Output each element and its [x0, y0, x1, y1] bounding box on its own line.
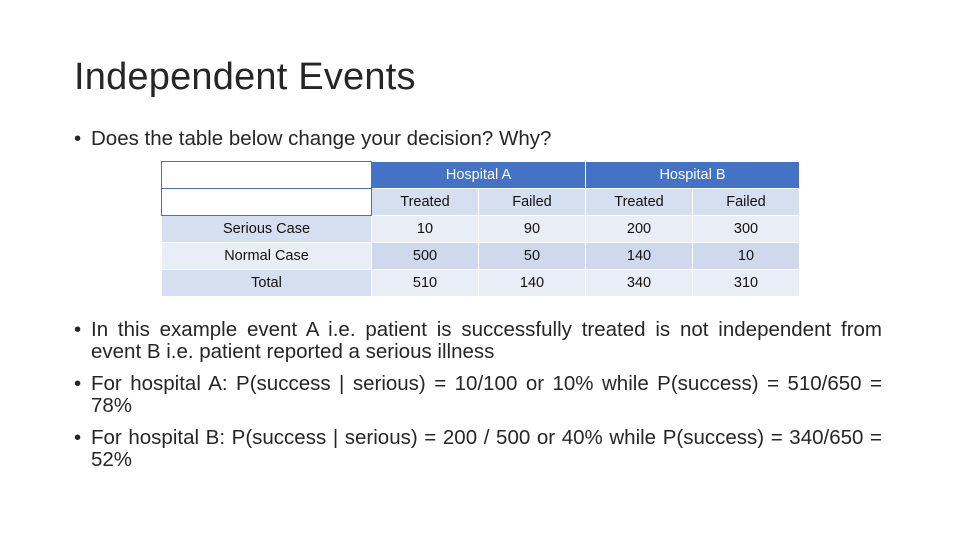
bullet-question — [74, 128, 882, 150]
table-cell: 10 — [372, 216, 479, 243]
bullet-hospital-b — [74, 427, 882, 471]
slide-title: Independent Events — [74, 56, 416, 98]
table-row — [162, 216, 800, 243]
group-header-hospital-b: Hospital B — [586, 162, 800, 189]
subheader-cell: Failed — [693, 189, 800, 216]
table-cell: 310 — [693, 270, 800, 297]
table-group-header-row — [162, 162, 800, 189]
subheader-cell: Treated — [586, 189, 693, 216]
table-cell: 500 — [372, 243, 479, 270]
table-corner-cell — [162, 162, 372, 189]
table-corner-cell — [162, 189, 372, 216]
table-cell: 340 — [586, 270, 693, 297]
bullet-text: Does the table below change your decision? Why? — [91, 127, 552, 150]
table-cell: 140 — [586, 243, 693, 270]
table-subheader-row — [162, 189, 800, 216]
table-cell: 10 — [693, 243, 800, 270]
bullet-marker: • — [74, 318, 82, 341]
hospital-table — [161, 161, 800, 297]
bullet-marker: • — [74, 426, 82, 449]
bullet-text: In this example event A i.e. patient is successfully treated is not independent from event B i.e. patient reported a serious illness — [91, 318, 882, 363]
bullet-marker: • — [74, 127, 82, 150]
subheader-cell: Failed — [479, 189, 586, 216]
table-row — [162, 243, 800, 270]
bullet-marker: • — [74, 372, 82, 395]
subheader-cell: Treated — [372, 189, 479, 216]
table-cell: 510 — [372, 270, 479, 297]
bullet-text: For hospital B: P(success | serious) = 200 / 500 or 40% while P(success) = 340/650 = 52% — [91, 426, 882, 471]
table-cell: 200 — [586, 216, 693, 243]
bullet-text: For hospital A: P(success | serious) = 10/100 or 10% while P(success) = 510/650 = 78% — [91, 372, 882, 417]
row-label: Total — [162, 270, 372, 297]
table-cell: 140 — [479, 270, 586, 297]
row-label: Serious Case — [162, 216, 372, 243]
table-cell: 300 — [693, 216, 800, 243]
bullet-explanation — [74, 319, 882, 363]
row-label: Normal Case — [162, 243, 372, 270]
bullet-hospital-a — [74, 373, 882, 417]
group-header-hospital-a: Hospital A — [372, 162, 586, 189]
table-row — [162, 270, 800, 297]
table-cell: 90 — [479, 216, 586, 243]
table-cell: 50 — [479, 243, 586, 270]
